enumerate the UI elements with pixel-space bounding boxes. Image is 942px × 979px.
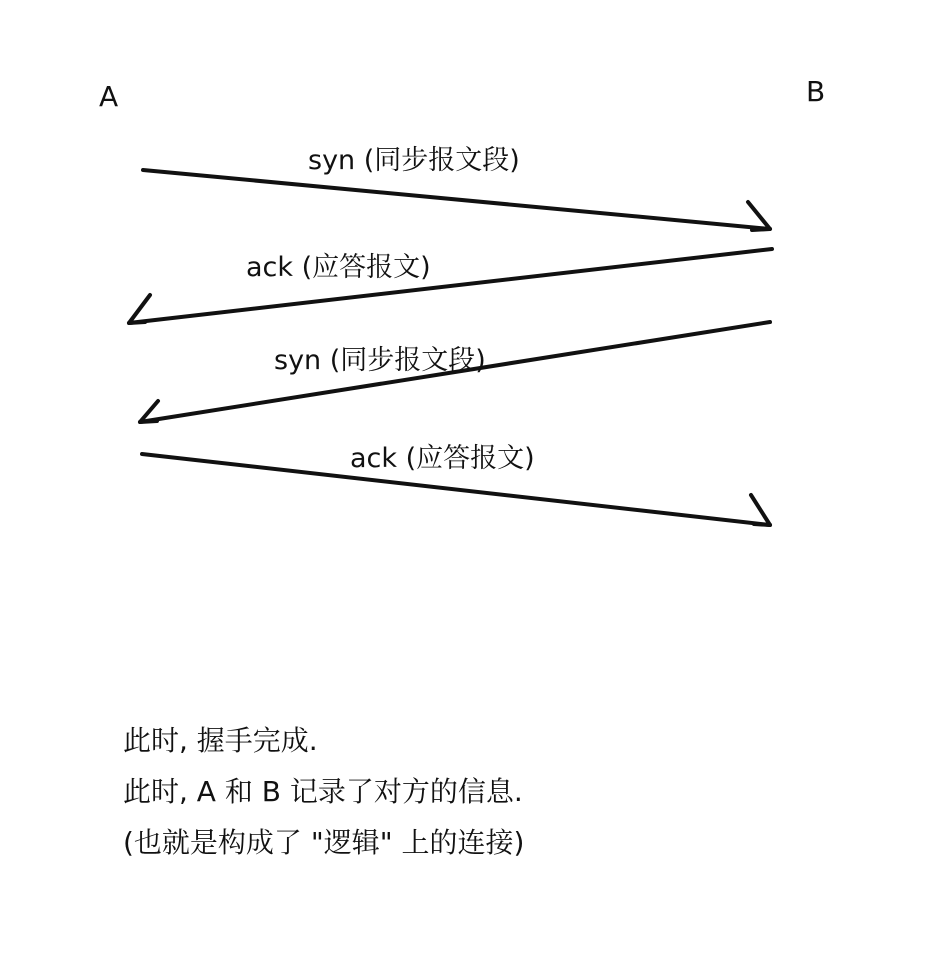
arrow-4-head <box>751 495 770 525</box>
message-1-label: syn (同步报文段) <box>308 145 520 176</box>
node-b-label: B <box>806 75 826 108</box>
arrow-1-line <box>143 170 770 229</box>
message-3-label: syn (同步报文段) <box>274 345 486 376</box>
note-line-3: (也就是构成了 "逻辑" 上的连接) <box>123 826 525 859</box>
message-4-label: ack (应答报文) <box>350 443 535 474</box>
message-2-label: ack (应答报文) <box>246 252 431 283</box>
arrow-2-line <box>129 249 772 323</box>
arrow-2-head <box>129 295 150 323</box>
node-a-label: A <box>99 80 119 113</box>
note-line-1: 此时, 握手完成. <box>123 724 318 757</box>
note-line-2: 此时, A 和 B 记录了对方的信息. <box>123 775 523 808</box>
